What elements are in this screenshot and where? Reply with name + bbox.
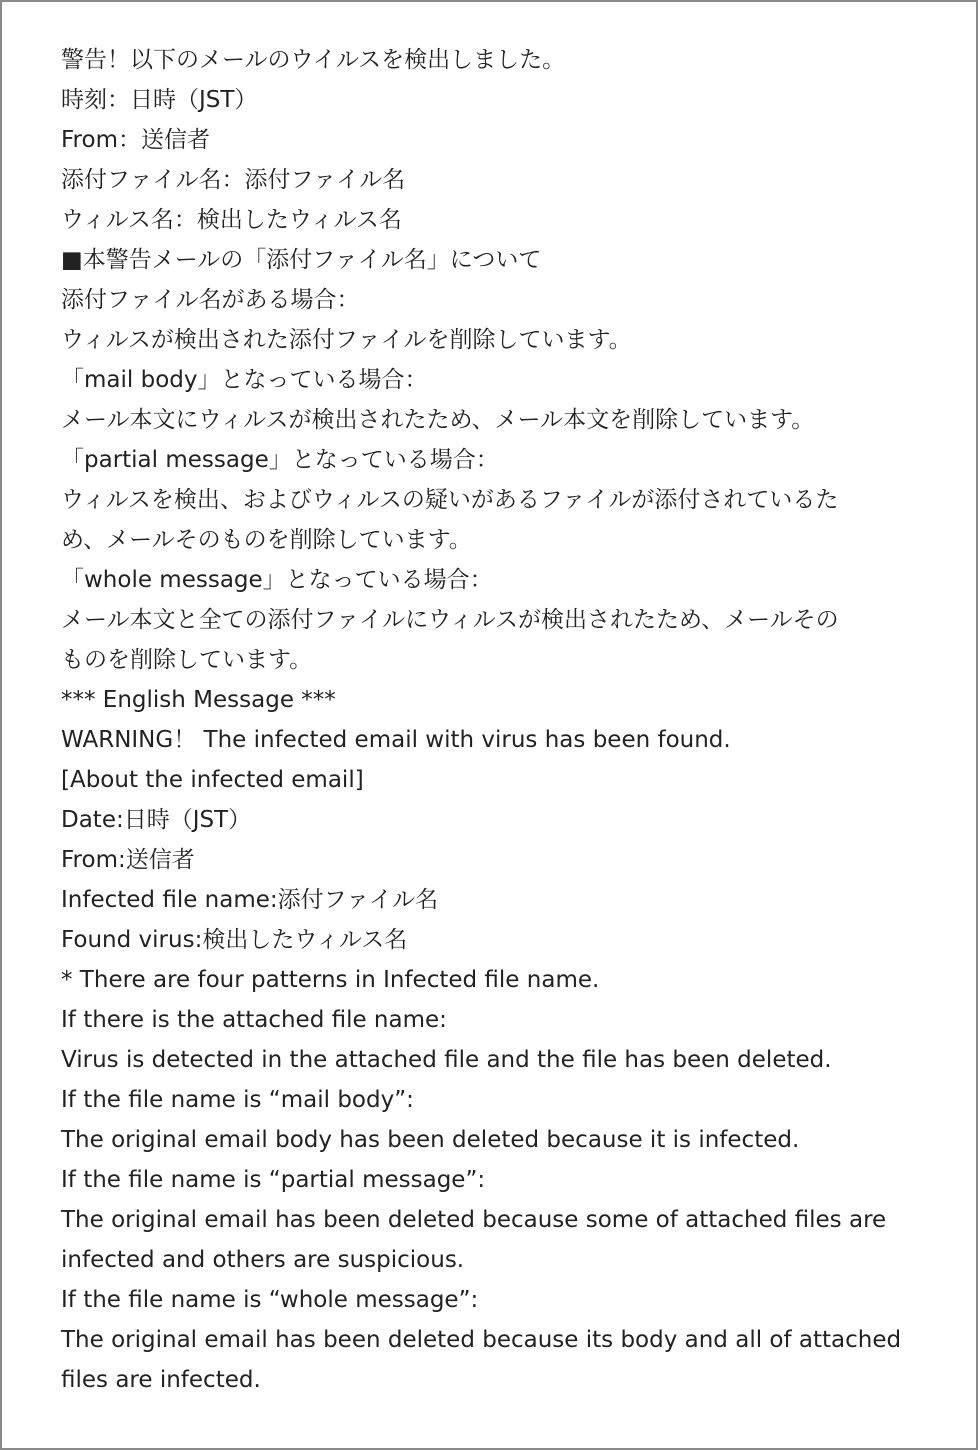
en-case-partial-text-2: infected and others are suspicious.	[61, 1247, 465, 1273]
jp-case-mail-body-text: メール本文にウィルスが検出されたため、メール本文を削除しています。	[61, 407, 815, 433]
jp-warning-heading: 警告！以下のメールのウイルスを検出しました。	[61, 47, 566, 73]
en-case-whole-text-1: The original email has been deleted because its body and all of attached	[61, 1327, 902, 1353]
jp-case-whole-heading: 「whole message」となっている場合：	[61, 567, 493, 593]
jp-case-whole-text-1: メール本文と全ての添付ファイルにウィルスが検出されたため、メールその	[61, 607, 839, 633]
en-case-mail-body-heading: If the file name is “mail body”:	[61, 1087, 414, 1113]
en-infected-file-line: Infected file name:添付ファイル名	[61, 887, 439, 913]
notice-body	[61, 40, 901, 1400]
jp-case-partial-heading: 「partial message」となっている場合：	[61, 447, 499, 473]
en-from-line: From:送信者	[61, 847, 195, 873]
jp-section-heading: ■本警告メールの「添付ファイル名」について	[61, 247, 542, 273]
en-found-virus-line: Found virus:検出したウィルス名	[61, 927, 408, 953]
en-case-whole-heading: If the file name is “whole message”:	[61, 1287, 479, 1313]
en-case-whole-text-2: files are infected.	[61, 1367, 261, 1393]
jp-case-whole-text-2: ものを削除しています。	[61, 647, 313, 673]
jp-case-partial-text-1: ウィルスを検出、およびウィルスの疑いがあるファイルが添付されているた	[61, 487, 839, 513]
en-warning-line: WARNING！ The infected email with virus has been found.	[61, 727, 731, 753]
jp-case-partial-text-2: め、メールそのものを削除しています。	[61, 527, 472, 553]
en-case-attachment-heading: If there is the attached file name:	[61, 1007, 447, 1033]
en-date-line: Date:日時（JST）	[61, 807, 252, 833]
jp-attachment-line: 添付ファイル名：添付ファイル名	[61, 167, 406, 193]
en-patterns-note: * There are four patterns in Infected file name.	[61, 967, 600, 993]
en-about-heading: [About the infected email]	[61, 767, 364, 793]
en-case-partial-text-1: The original email has been deleted because some of attached files are	[61, 1207, 887, 1233]
jp-case-mail-body-heading: 「mail body」となっている場合：	[61, 367, 428, 393]
jp-case-attachment-text: ウィルスが検出された添付ファイルを削除しています。	[61, 327, 632, 353]
en-case-attachment-text: Virus is detected in the attached file and the file has been deleted.	[61, 1047, 832, 1073]
en-case-partial-heading: If the file name is “partial message”:	[61, 1167, 486, 1193]
en-case-mail-body-text: The original email body has been deleted because it is infected.	[61, 1127, 800, 1153]
jp-virus-name-line: ウィルス名：検出したウィルス名	[61, 207, 402, 233]
jp-case-attachment-heading: 添付ファイル名がある場合：	[61, 287, 360, 313]
en-section-heading: *** English Message ***	[61, 687, 336, 713]
jp-time-line: 時刻：日時（JST）	[61, 87, 258, 113]
jp-from-line: From：送信者	[61, 127, 210, 153]
